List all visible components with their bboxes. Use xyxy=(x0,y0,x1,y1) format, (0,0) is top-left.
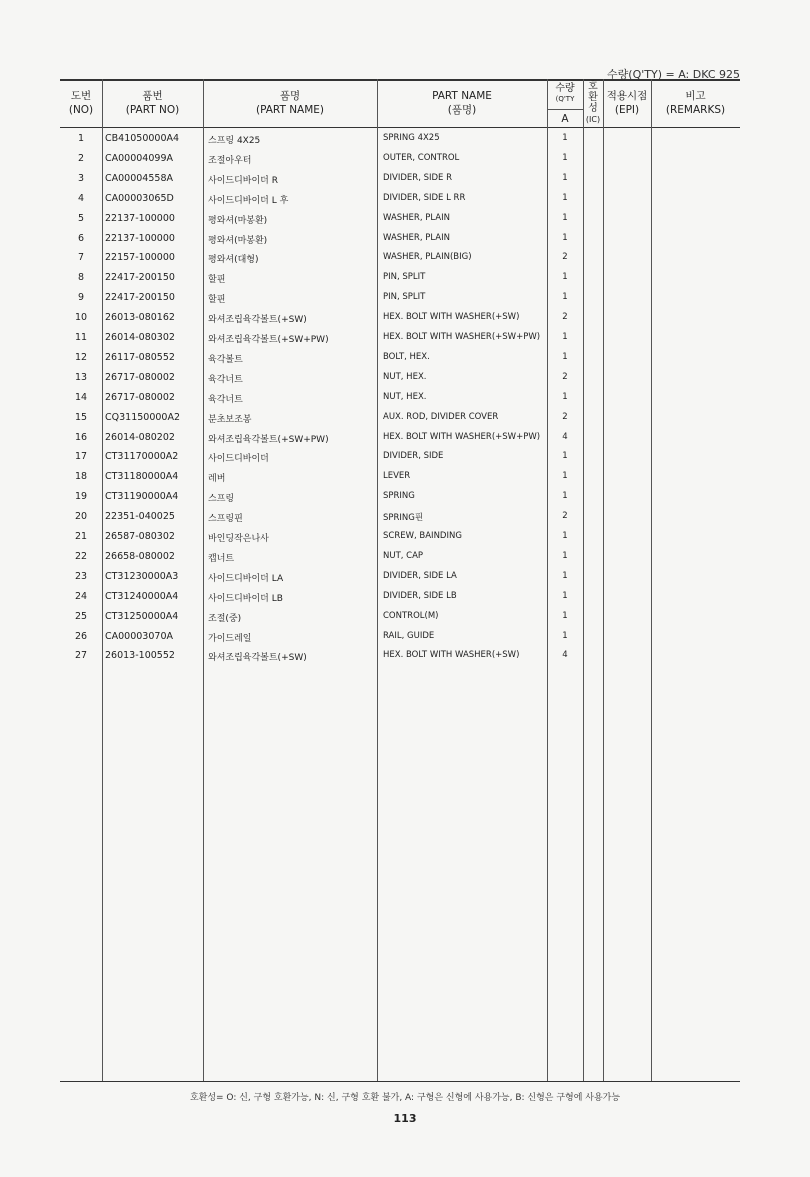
cell-part-no: 22157-100000 xyxy=(105,252,175,264)
cell-no: 25 xyxy=(74,610,88,622)
table-row xyxy=(60,268,740,288)
cell-no: 1 xyxy=(77,133,85,144)
cell-name-en: DIVIDER, SIDE xyxy=(383,451,444,462)
page-number: 113 xyxy=(393,1112,417,1125)
cell-name-ko: 캡너트 xyxy=(208,553,235,564)
cell-name-ko: 사이드디바이더 R xyxy=(208,175,278,186)
cell-qty: 1 xyxy=(562,152,568,163)
cell-no: 24 xyxy=(74,590,88,602)
cell-part-no: CT31240000A4 xyxy=(105,590,179,602)
header-ic-2: 환 xyxy=(588,92,598,103)
table-row xyxy=(60,229,740,249)
cell-name-ko: 사이드디바이더 LB xyxy=(208,593,283,604)
cell-name-ko: 육각너트 xyxy=(208,394,243,405)
header-separator xyxy=(60,127,740,128)
cell-no: 17 xyxy=(74,451,88,463)
cell-no: 7 xyxy=(77,252,85,264)
header-ic xyxy=(583,79,603,127)
header-part-no xyxy=(102,79,203,127)
header-remarks-en: (REMARKS) xyxy=(665,104,726,116)
cell-no: 4 xyxy=(77,192,85,204)
cell-part-no: CT31190000A4 xyxy=(105,491,179,503)
cell-no: 26 xyxy=(74,630,88,642)
cell-name-en: PIN, SPLIT xyxy=(383,272,426,283)
cell-name-en: SPRING 4X25 xyxy=(383,133,440,143)
table-row xyxy=(60,308,740,328)
cell-no: 5 xyxy=(77,212,85,224)
cell-name-en: DIVIDER, SIDE LB xyxy=(383,590,457,601)
table-row xyxy=(60,607,740,627)
cell-name-ko: 사이드디바이더 LA xyxy=(208,573,284,584)
cell-part-no: CA00004099A xyxy=(105,152,173,164)
cell-name-en: RAIL, GUIDE xyxy=(383,630,435,641)
cell-no: 15 xyxy=(74,411,88,423)
cell-qty: 2 xyxy=(562,511,568,522)
cell-part-no: 26013-100552 xyxy=(105,650,175,662)
cell-name-en: HEX. BOLT WITH WASHER(+SW+PW) xyxy=(383,431,541,442)
cell-name-en: NUT, CAP xyxy=(383,550,424,561)
header-part-no-en: (PART NO) xyxy=(125,104,180,116)
qty-note: 수량(Q'TY) = A: DKC 925 xyxy=(607,68,740,81)
cell-part-no: 26014-080302 xyxy=(105,332,175,343)
cell-name-ko: 와셔조립육각볼트(+SW) xyxy=(208,315,307,326)
table-row xyxy=(60,627,740,647)
cell-no: 19 xyxy=(74,491,88,503)
header-part-name2-ko: (품명) xyxy=(447,104,477,116)
table-row xyxy=(60,567,740,587)
cell-name-en: NUT, HEX. xyxy=(383,391,427,402)
cell-name-en: WASHER, PLAIN(BIG) xyxy=(383,252,472,263)
cell-part-no: CT31170000A2 xyxy=(105,451,179,463)
header-part-name-ko: 품명 xyxy=(279,90,301,102)
cell-name-en: DIVIDER, SIDE R xyxy=(383,172,453,183)
cell-qty: 1 xyxy=(562,391,568,402)
cell-name-en: SPRING xyxy=(383,491,415,502)
cell-name-en: LEVER xyxy=(383,471,411,482)
cell-no: 18 xyxy=(74,471,88,483)
header-ic-1: 호 xyxy=(588,81,598,92)
cell-name-ko: 사이드디바이더 L 후 xyxy=(208,195,289,206)
cell-no: 6 xyxy=(77,232,85,244)
cell-name-ko: 와셔조립육각볼트(+SW+PW) xyxy=(208,434,329,445)
table-row xyxy=(60,348,740,368)
cell-name-en: WASHER, PLAIN xyxy=(383,212,450,223)
cell-qty: 1 xyxy=(562,133,568,143)
table-row xyxy=(60,328,740,348)
cell-part-no: CT31250000A4 xyxy=(105,610,179,622)
table-row xyxy=(60,248,740,268)
cell-no: 8 xyxy=(77,272,85,284)
header-ic-3: 성 xyxy=(588,103,598,114)
cell-no: 3 xyxy=(77,172,85,184)
cell-part-no: 26117-080552 xyxy=(105,351,175,363)
table-row xyxy=(60,507,740,527)
cell-name-ko: 바인딩작은나사 xyxy=(208,534,269,544)
cell-name-en: DIVIDER, SIDE LA xyxy=(383,570,457,581)
cell-name-ko: 가이드레일 xyxy=(208,633,252,644)
cell-name-ko: 육각볼트 xyxy=(208,354,243,365)
cell-part-no: CA00004558A xyxy=(105,172,173,184)
cell-part-no: 22137-100000 xyxy=(105,212,175,224)
cell-part-no: 26658-080002 xyxy=(105,550,175,562)
cell-name-en: SCREW, BAINDING xyxy=(383,531,462,541)
cell-name-ko: 스프링 xyxy=(208,494,235,505)
table-row xyxy=(60,547,740,567)
cell-name-ko: 스프링 4X25 xyxy=(208,136,261,146)
table-row xyxy=(60,288,740,308)
cell-name-en: PIN, SPLIT xyxy=(383,292,426,303)
header-qty xyxy=(547,81,583,107)
cell-name-en: OUTER, CONTROL xyxy=(383,152,460,163)
table-row xyxy=(60,169,740,189)
cell-qty: 1 xyxy=(562,192,568,203)
cell-name-ko: 와셔조립육각볼트(+SW) xyxy=(208,653,307,664)
cell-name-en: HEX. BOLT WITH WASHER(+SW+PW) xyxy=(383,332,541,342)
cell-name-ko: 레버 xyxy=(208,474,226,485)
cell-qty: 1 xyxy=(562,332,568,342)
cell-qty: 1 xyxy=(562,590,568,601)
cell-qty: 1 xyxy=(562,172,568,183)
cell-no: 2 xyxy=(77,152,85,164)
cell-no: 27 xyxy=(74,650,88,662)
cell-qty: 2 xyxy=(562,252,568,263)
cell-part-no: CT31230000A3 xyxy=(105,570,179,582)
cell-part-no: 26014-080202 xyxy=(105,431,175,443)
cell-part-no: 26013-080162 xyxy=(105,312,175,324)
header-remarks xyxy=(651,79,740,127)
cell-qty: 1 xyxy=(562,570,568,581)
table-row xyxy=(60,447,740,467)
cell-no: 14 xyxy=(74,391,88,403)
cell-no: 16 xyxy=(74,431,88,443)
table-row xyxy=(60,467,740,487)
cell-part-no: 22137-100000 xyxy=(105,232,175,244)
table-row xyxy=(60,527,740,547)
header-no-en: (NO) xyxy=(68,104,94,116)
compatibility-note: 호환성= O: 신, 구형 호환가능, N: 신, 구형 호환 불가, A: 구형은 신형에 사용가능, B: 신형은 구형에 사용가능 xyxy=(189,1093,621,1103)
table-bottom-rule xyxy=(60,1081,740,1082)
cell-no: 21 xyxy=(74,531,88,542)
cell-name-en: BOLT, HEX. xyxy=(383,351,430,362)
cell-name-ko: 평와셔(대형) xyxy=(208,255,259,266)
cell-name-en: SPRING핀 xyxy=(383,513,424,524)
cell-qty: 2 xyxy=(562,312,568,323)
cell-part-no: 26717-080002 xyxy=(105,371,175,383)
cell-name-ko: 할핀 xyxy=(208,295,226,306)
cell-name-en: AUX. ROD, DIVIDER COVER xyxy=(383,411,499,422)
cell-qty: 1 xyxy=(562,610,568,621)
cell-part-no: 22417-200150 xyxy=(105,292,175,304)
header-qty-en: (Q'TY xyxy=(555,95,575,103)
cell-qty: 1 xyxy=(562,351,568,362)
cell-part-no: CA00003070A xyxy=(105,630,173,642)
cell-no: 13 xyxy=(74,371,88,383)
cell-no: 22 xyxy=(74,550,88,562)
cell-no: 20 xyxy=(74,511,88,523)
table-row xyxy=(60,129,740,149)
header-qty-ko: 수량 xyxy=(555,83,575,94)
cell-part-no: 26717-080002 xyxy=(105,391,175,403)
table-row xyxy=(60,368,740,388)
cell-name-en: WASHER, PLAIN xyxy=(383,232,450,243)
header-part-name2-en: PART NAME xyxy=(432,90,492,102)
table-row xyxy=(60,408,740,428)
cell-name-ko: 평와셔(마봉환) xyxy=(208,215,268,226)
cell-no: 12 xyxy=(74,351,88,363)
cell-qty: 1 xyxy=(562,630,568,641)
cell-qty: 4 xyxy=(562,650,568,661)
cell-qty: 1 xyxy=(562,550,568,561)
header-epi-ko: 적용시점 xyxy=(606,90,648,102)
parts-table xyxy=(60,79,740,1081)
header-remarks-ko: 비고 xyxy=(685,90,706,102)
cell-name-ko: 조절아우터 xyxy=(208,155,252,166)
header-epi-en: (EPI) xyxy=(614,104,640,116)
cell-name-ko: 할핀 xyxy=(208,275,226,286)
cell-name-en: HEX. BOLT WITH WASHER(+SW) xyxy=(383,650,520,661)
cell-part-no: 22351-040025 xyxy=(105,511,175,523)
cell-name-ko: 평와셔(마봉환) xyxy=(208,235,268,246)
cell-qty: 1 xyxy=(562,491,568,502)
header-qty-a: A xyxy=(547,109,583,128)
cell-name-en: HEX. BOLT WITH WASHER(+SW) xyxy=(383,312,520,323)
cell-name-ko: 사이드디바이더 xyxy=(208,454,269,465)
header-ic-4: (IC) xyxy=(585,115,601,124)
cell-part-no: CT31180000A4 xyxy=(105,471,179,483)
cell-name-ko: 조절(중) xyxy=(208,613,242,624)
cell-part-no: CB41050000A4 xyxy=(105,133,180,144)
cell-no: 23 xyxy=(74,570,88,582)
cell-qty: 2 xyxy=(562,411,568,422)
cell-qty: 1 xyxy=(562,471,568,482)
header-part-name-english xyxy=(377,79,547,127)
cell-qty: 1 xyxy=(562,212,568,223)
cell-qty: 1 xyxy=(562,232,568,243)
cell-no: 9 xyxy=(77,292,85,304)
table-row xyxy=(60,587,740,607)
header-part-no-ko: 품번 xyxy=(142,90,163,102)
cell-qty: 4 xyxy=(562,431,568,442)
cell-name-en: DIVIDER, SIDE L RR xyxy=(383,192,466,203)
cell-qty: 1 xyxy=(562,292,568,303)
table-row xyxy=(60,209,740,229)
cell-name-ko: 분초보조봉 xyxy=(208,414,252,425)
cell-part-no: CQ31150000A2 xyxy=(105,411,181,423)
cell-part-no: 22417-200150 xyxy=(105,272,175,284)
table-row xyxy=(60,646,740,666)
table-row xyxy=(60,388,740,408)
cell-part-no: 26587-080302 xyxy=(105,531,175,542)
cell-no: 10 xyxy=(74,312,88,324)
cell-name-en: CONTROL(M) xyxy=(383,610,439,621)
header-no-ko: 도번 xyxy=(70,90,92,102)
cell-qty: 1 xyxy=(562,531,568,541)
table-row xyxy=(60,149,740,169)
table-row xyxy=(60,189,740,209)
header-part-name-en: (PART NAME) xyxy=(255,104,325,116)
cell-name-ko: 와셔조립육각볼트(+SW+PW) xyxy=(208,335,329,345)
cell-name-en: NUT, HEX. xyxy=(383,371,427,382)
table-row xyxy=(60,428,740,448)
cell-name-ko: 육각너트 xyxy=(208,374,243,385)
cell-qty: 2 xyxy=(562,371,568,382)
header-part-name xyxy=(203,79,377,127)
header-epi xyxy=(603,79,651,127)
table-row xyxy=(60,487,740,507)
cell-no: 11 xyxy=(74,332,88,343)
cell-name-ko: 스프링핀 xyxy=(208,514,243,525)
header-no xyxy=(60,79,102,127)
cell-qty: 1 xyxy=(562,272,568,283)
cell-qty: 1 xyxy=(562,451,568,462)
cell-part-no: CA00003065D xyxy=(105,192,174,204)
